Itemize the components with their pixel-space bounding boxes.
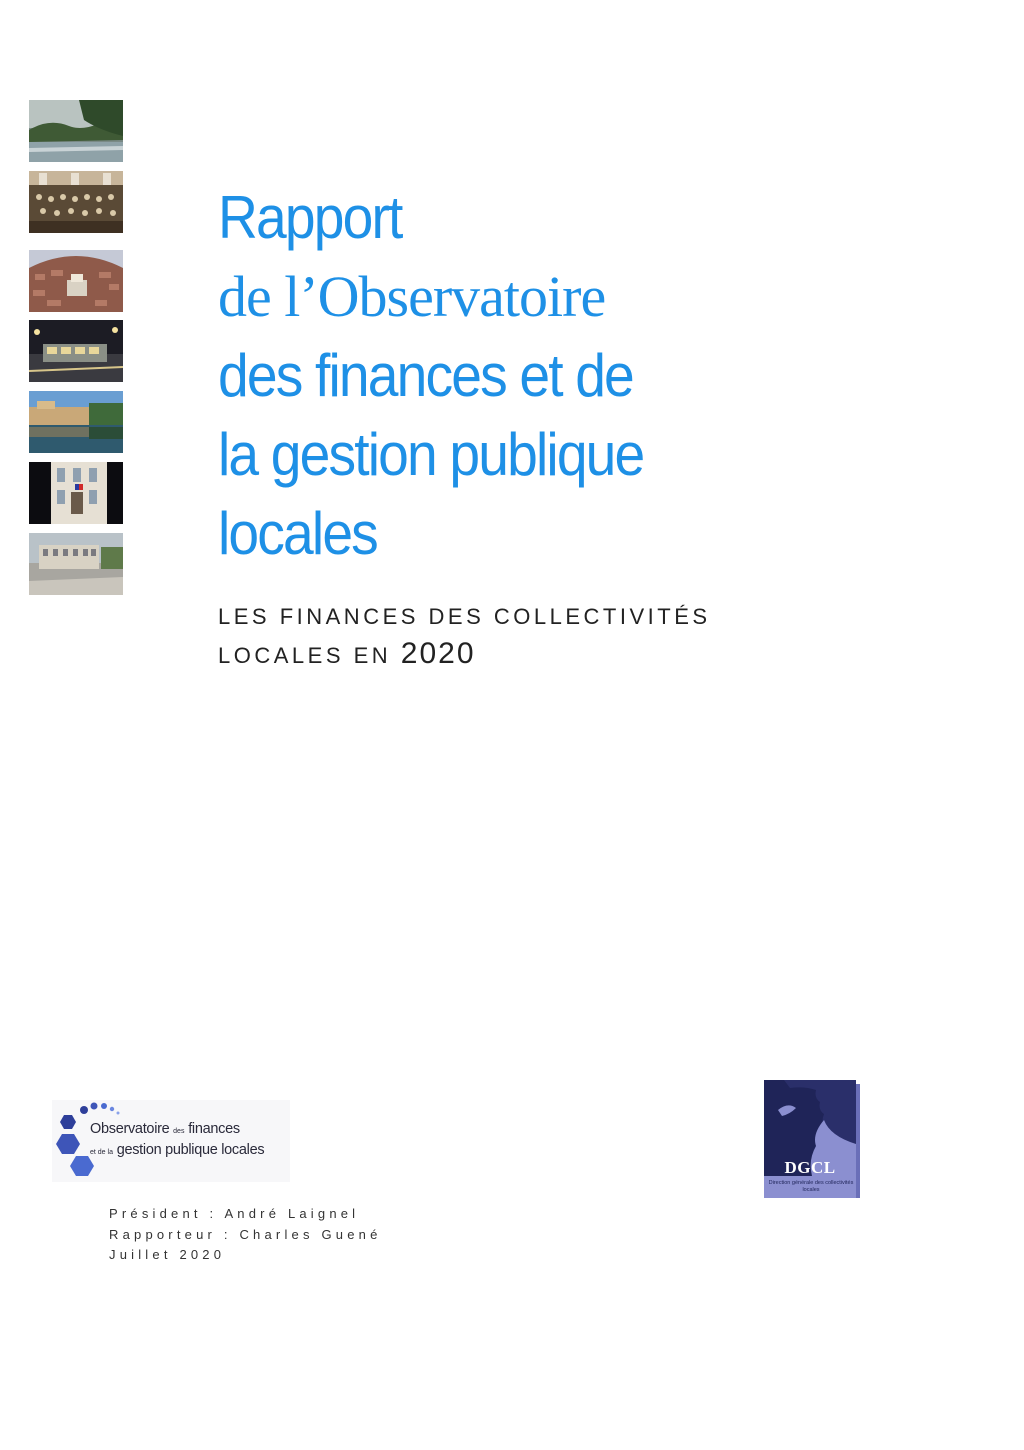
rapporteur-line: Rapporteur : Charles Guené xyxy=(109,1226,382,1242)
title-line-2: de l’Observatoire xyxy=(218,264,606,329)
ofgl-word-observatoire: Observatoire xyxy=(90,1121,170,1137)
night-tram-photo xyxy=(29,320,123,382)
subtitle-year: 2020 xyxy=(400,637,476,670)
river-landscape-photo xyxy=(29,100,123,162)
riverside-town-photo xyxy=(29,391,123,453)
ofgl-word-et-de-la: et de la xyxy=(90,1149,113,1156)
ofgl-word-gestion: gestion publique locales xyxy=(116,1142,265,1158)
dgcl-logo-name: DGCL xyxy=(784,1158,836,1177)
report-subtitle xyxy=(218,598,711,674)
subtitle-line-2-text: LOCALES EN xyxy=(218,643,392,668)
title-line-3: des finances et de xyxy=(218,342,633,409)
title-line-4: la gestion publique xyxy=(218,421,644,488)
date-line: Juillet 2020 xyxy=(109,1247,226,1262)
assembly-hall-photo xyxy=(29,171,123,233)
subtitle-line-1: LES FINANCES DES COLLECTIVITÉS xyxy=(218,604,711,629)
ofgl-logo-text xyxy=(90,1120,264,1162)
president-line: Président : André Laignel xyxy=(109,1206,360,1221)
town-hall-facade-photo xyxy=(29,462,123,524)
credits-block xyxy=(109,1204,382,1266)
ofgl-word-finances: finances xyxy=(188,1121,240,1137)
subtitle-line-2 xyxy=(218,635,711,674)
dgcl-logo xyxy=(764,1080,860,1200)
title-line-5: locales xyxy=(218,500,377,567)
report-title xyxy=(218,178,918,573)
dgcl-logo-subtitle: Direction générale des collectivités locales xyxy=(768,1180,854,1193)
ofgl-logo xyxy=(52,1100,292,1182)
title-line-1: Rapport xyxy=(218,184,402,251)
city-aerial-photo xyxy=(29,250,123,312)
square-monument-photo xyxy=(29,533,123,595)
ofgl-word-des: des xyxy=(173,1128,185,1135)
